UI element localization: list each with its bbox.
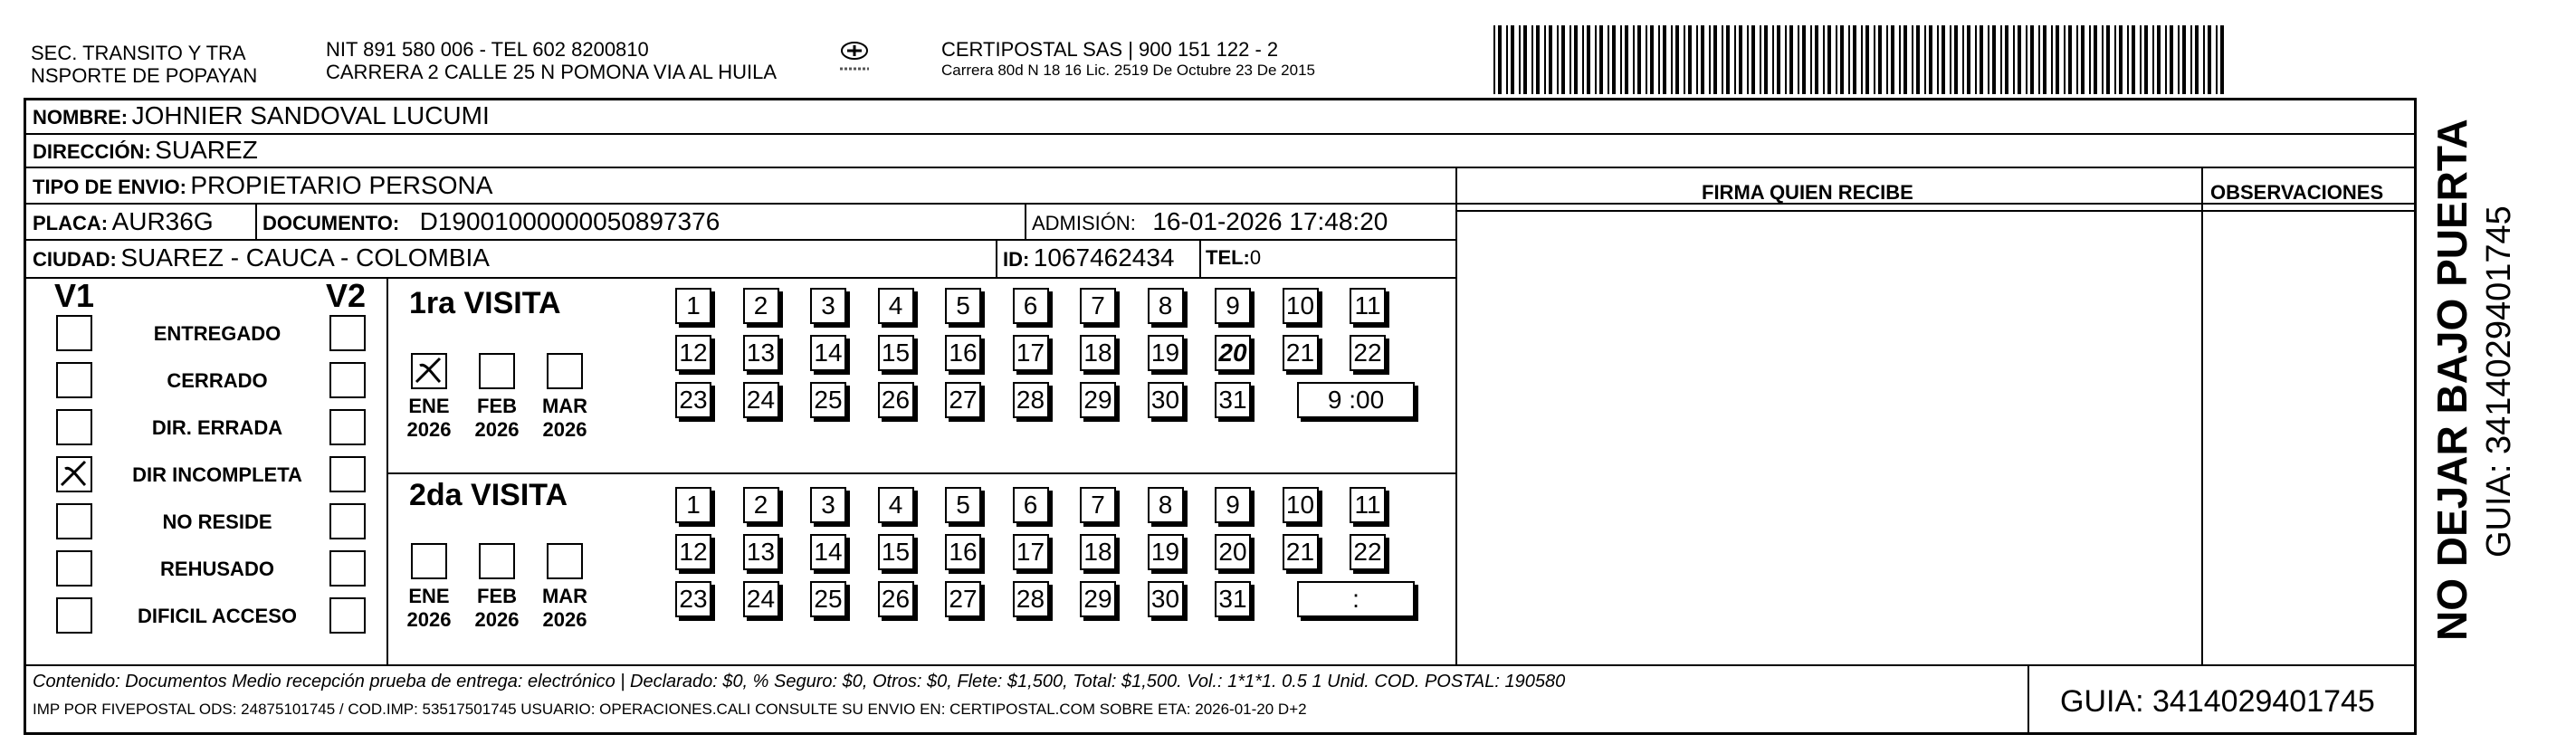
barcode-bar bbox=[2178, 25, 2180, 94]
cause-label: DIFICIL ACCESO bbox=[137, 605, 297, 627]
barcode-bar bbox=[1646, 25, 1647, 94]
barcode-bar bbox=[1569, 25, 1571, 94]
admision-label: ADMISIÓN: bbox=[1032, 212, 1136, 234]
v2-checkbox[interactable] bbox=[329, 503, 366, 539]
day-box[interactable]: 6 bbox=[1013, 487, 1049, 523]
barcode-bar bbox=[1684, 25, 1685, 94]
day-box[interactable]: 3 bbox=[810, 288, 846, 324]
barcode-bar bbox=[1531, 25, 1533, 94]
barcode-bar bbox=[2195, 25, 2199, 94]
day-box[interactable]: 17 bbox=[1013, 534, 1049, 570]
day-box[interactable]: 9 bbox=[1215, 288, 1251, 324]
barcode-bar bbox=[1561, 25, 1565, 94]
sender-name bbox=[31, 42, 257, 87]
barcode-bar bbox=[1620, 25, 1622, 94]
barcode-bar bbox=[1827, 25, 1831, 94]
day-box[interactable]: 22 bbox=[1350, 335, 1386, 371]
day-box[interactable]: 6 bbox=[1013, 288, 1049, 324]
barcode-bar bbox=[1789, 25, 1793, 94]
barcode-bar bbox=[1709, 25, 1711, 94]
month-checkbox[interactable] bbox=[547, 353, 583, 389]
day-box[interactable]: 25 bbox=[810, 581, 846, 617]
barcode-bar bbox=[1878, 25, 1882, 94]
barcode-bar bbox=[1899, 25, 1901, 94]
day-box[interactable]: 23 bbox=[675, 382, 711, 418]
barcode-bar bbox=[2026, 25, 2027, 94]
day-box[interactable]: 28 bbox=[1013, 581, 1049, 617]
barcode-bar bbox=[2064, 25, 2066, 94]
barcode-bar bbox=[1912, 25, 1913, 94]
day-box[interactable]: 3 bbox=[810, 487, 846, 523]
v1-checkbox[interactable] bbox=[56, 362, 92, 398]
sender-line-2: NSPORTE DE POPAYAN bbox=[31, 64, 258, 87]
tipo-label: TIPO DE ENVIO: bbox=[33, 176, 186, 198]
v1-checkbox[interactable] bbox=[56, 456, 92, 492]
barcode-bar bbox=[1954, 25, 1958, 94]
sender-line-1: SEC. TRANSITO Y TRA bbox=[31, 42, 246, 64]
barcode-bar bbox=[1739, 25, 1742, 94]
barcode-bar bbox=[1823, 25, 1825, 94]
observaciones-header: OBSERVACIONES bbox=[2210, 181, 2384, 204]
day-box[interactable]: 17 bbox=[1013, 335, 1049, 371]
barcode-bar bbox=[1785, 25, 1787, 94]
barcode-bar bbox=[1760, 25, 1761, 94]
visit2-title: 2da VISITA bbox=[409, 478, 568, 512]
day-box[interactable]: 13 bbox=[743, 335, 779, 371]
nombre-row bbox=[33, 101, 490, 130]
barcode-bar bbox=[1992, 25, 1996, 94]
v2-checkbox[interactable] bbox=[329, 315, 366, 351]
day-box[interactable]: 20 bbox=[1215, 335, 1251, 371]
barcode-bar bbox=[1840, 25, 1844, 94]
barcode-bar bbox=[2068, 25, 2072, 94]
tel-row bbox=[1206, 246, 1261, 270]
barcode-bar bbox=[1625, 25, 1628, 94]
barcode-bar bbox=[2208, 25, 2211, 94]
day-box[interactable]: 23 bbox=[675, 581, 711, 617]
barcode-bar bbox=[1937, 25, 1939, 94]
barcode-bar bbox=[1599, 25, 1603, 94]
day-box[interactable]: 7 bbox=[1080, 288, 1116, 324]
company-info bbox=[941, 38, 1315, 81]
barcode-bar bbox=[2056, 25, 2059, 94]
barcode-bar bbox=[1929, 25, 1932, 94]
cause-label: CERRADO bbox=[167, 369, 268, 392]
day-box[interactable]: 26 bbox=[878, 382, 914, 418]
day-box[interactable]: 10 bbox=[1283, 288, 1319, 324]
barcode-bar bbox=[2000, 25, 2002, 94]
license-line: Carrera 80d N 18 16 Lic. 2519 De Octubre 23 De 2015 bbox=[941, 62, 1315, 79]
direccion-value: SUAREZ bbox=[155, 136, 258, 164]
day-box[interactable]: 14 bbox=[810, 534, 846, 570]
cause-label: ENTREGADO bbox=[153, 322, 281, 345]
day-box[interactable]: 25 bbox=[810, 382, 846, 418]
ciudad-value: SUAREZ - CAUCA - COLOMBIA bbox=[120, 243, 490, 272]
documento-value: D19001000000050897376 bbox=[419, 207, 720, 235]
barcode-bar bbox=[2119, 25, 2123, 94]
contenido-text: Contenido: Documentos Medio recepción prueba de entrega: electrónico | Declarado: $0, % Seguro: $0, Otros: $0, Flete: $1,500, Total: $1,500. Vol.: 1*1*1. 0.5 1 Unid. COD. POSTAL: 190580 bbox=[33, 672, 1566, 692]
barcode-bar bbox=[1608, 25, 1609, 94]
day-box[interactable]: 31 bbox=[1215, 581, 1251, 617]
barcode-bar bbox=[2089, 25, 2091, 94]
day-box[interactable]: 21 bbox=[1283, 534, 1319, 570]
imp-text: IMP POR FIVEPOSTAL ODS: 24875101745 / COD.IMP: 53517501745 USUARIO: OPERACIONES.CALI CONSULTE SU ENVIO EN: CERTIPOSTAL.COM SOBRE ETA: 2026-01-20 D+2 bbox=[33, 701, 1307, 718]
day-box[interactable]: 20 bbox=[1215, 534, 1251, 570]
side-warning: NO DEJAR BAJO PUERTA bbox=[2428, 119, 2476, 641]
day-box[interactable]: 30 bbox=[1148, 382, 1184, 418]
barcode-bar bbox=[1633, 25, 1635, 94]
day-box[interactable]: 27 bbox=[945, 382, 981, 418]
barcode-bar bbox=[2043, 25, 2046, 94]
barcode-bar bbox=[1595, 25, 1597, 94]
month-label: MAR bbox=[541, 395, 588, 417]
barcode-bar bbox=[1802, 25, 1806, 94]
barcode-bar bbox=[2005, 25, 2008, 94]
day-box[interactable]: 14 bbox=[810, 335, 846, 371]
day-box[interactable]: 27 bbox=[945, 581, 981, 617]
barcode-bar bbox=[1874, 25, 1875, 94]
barcode-bar bbox=[2094, 25, 2097, 94]
barcode-bar bbox=[2081, 25, 2085, 94]
barcode-bar bbox=[2203, 25, 2205, 94]
day-box[interactable]: 15 bbox=[878, 335, 914, 371]
barcode-bar bbox=[1764, 25, 1768, 94]
barcode-bar bbox=[1950, 25, 1951, 94]
barcode-bar bbox=[1751, 25, 1755, 94]
month-checkbox[interactable] bbox=[547, 543, 583, 579]
day-box[interactable]: 16 bbox=[945, 335, 981, 371]
day-box[interactable]: 11 bbox=[1350, 487, 1386, 523]
day-box[interactable]: 11 bbox=[1350, 288, 1386, 324]
sender-contact bbox=[326, 38, 777, 83]
barcode-bar bbox=[1722, 25, 1723, 94]
month-year: 2026 bbox=[474, 608, 520, 631]
barcode-bar bbox=[2127, 25, 2129, 94]
day-box[interactable]: 4 bbox=[878, 288, 914, 324]
company-line: CERTIPOSTAL SAS | 900 151 122 - 2 bbox=[941, 38, 1279, 61]
month-label: FEB bbox=[477, 585, 517, 607]
day-box[interactable]: 1 bbox=[675, 487, 711, 523]
v2-checkbox[interactable] bbox=[329, 456, 366, 492]
day-box[interactable]: 5 bbox=[945, 288, 981, 324]
footer-guia: GUIA: 3414029401745 bbox=[2060, 684, 2375, 719]
barcode-bar bbox=[1536, 25, 1540, 94]
barcode-bar bbox=[1519, 25, 1521, 94]
barcode-bar bbox=[1967, 25, 1970, 94]
month-checkbox[interactable] bbox=[411, 353, 447, 389]
day-box[interactable]: 18 bbox=[1080, 335, 1116, 371]
month-checkbox[interactable] bbox=[411, 543, 447, 579]
tipo-value: PROPIETARIO PERSONA bbox=[190, 171, 493, 199]
barcode-bar bbox=[1891, 25, 1894, 94]
day-box[interactable]: 4 bbox=[878, 487, 914, 523]
barcode-bar bbox=[1861, 25, 1863, 94]
barcode-bar bbox=[2018, 25, 2021, 94]
day-box[interactable]: 12 bbox=[675, 335, 711, 371]
v1-checkbox[interactable] bbox=[56, 503, 92, 539]
nit-line: NIT 891 580 006 - TEL 602 8200810 bbox=[326, 38, 649, 61]
placa-row bbox=[33, 207, 214, 236]
barcode-bar bbox=[1498, 25, 1502, 94]
cause-label: DIR INCOMPLETA bbox=[132, 463, 302, 486]
barcode-bar bbox=[1798, 25, 1799, 94]
barcode-bar bbox=[1637, 25, 1641, 94]
day-box[interactable]: 7 bbox=[1080, 487, 1116, 523]
month-year: 2026 bbox=[474, 418, 520, 441]
barcode-bar bbox=[1493, 25, 1495, 94]
barcode-bar bbox=[2152, 25, 2154, 94]
barcode-bar bbox=[1777, 25, 1780, 94]
day-box[interactable]: 8 bbox=[1148, 288, 1184, 324]
barcode-bar bbox=[1658, 25, 1660, 94]
tipo-row bbox=[33, 171, 492, 200]
firma-header: FIRMA QUIEN RECIBE bbox=[1702, 181, 1913, 204]
barcode-bar bbox=[1962, 25, 1964, 94]
day-box[interactable]: 16 bbox=[945, 534, 981, 570]
day-box[interactable]: 19 bbox=[1148, 335, 1184, 371]
barcode-bar bbox=[2102, 25, 2104, 94]
day-box[interactable]: 15 bbox=[878, 534, 914, 570]
barcode-bar bbox=[1506, 25, 1508, 94]
barcode-image bbox=[1493, 25, 2231, 94]
cause-label: NO RESIDE bbox=[162, 510, 272, 533]
barcode-bar bbox=[1675, 25, 1679, 94]
barcode-bar bbox=[1772, 25, 1774, 94]
barcode-bar bbox=[1815, 25, 1818, 94]
barcode-bar bbox=[1696, 25, 1698, 94]
barcode-bar bbox=[2038, 25, 2040, 94]
month-checkbox[interactable] bbox=[479, 353, 515, 389]
v1-checkbox[interactable] bbox=[56, 597, 92, 634]
admision-value: 16-01-2026 17:48:20 bbox=[1152, 207, 1388, 235]
id-value: 1067462434 bbox=[1033, 243, 1175, 272]
barcode-bar bbox=[1734, 25, 1736, 94]
visit1-title: 1ra VISITA bbox=[409, 286, 561, 320]
v2-checkbox[interactable] bbox=[329, 550, 366, 587]
barcode-bar bbox=[1663, 25, 1666, 94]
day-box[interactable]: 18 bbox=[1080, 534, 1116, 570]
day-box[interactable]: 10 bbox=[1283, 487, 1319, 523]
day-box[interactable]: 24 bbox=[743, 581, 779, 617]
month-checkbox[interactable] bbox=[479, 543, 515, 579]
barcode-bar bbox=[2157, 25, 2161, 94]
barcode-bar bbox=[1549, 25, 1552, 94]
barcode-bar bbox=[1865, 25, 1869, 94]
barcode-bar bbox=[1544, 25, 1546, 94]
ciudad-label: CIUDAD: bbox=[33, 248, 117, 271]
barcode-bar bbox=[2106, 25, 2110, 94]
barcode-bar bbox=[2190, 25, 2192, 94]
barcode-bar bbox=[2013, 25, 2015, 94]
placa-label: PLACA: bbox=[33, 212, 109, 234]
barcode-bar bbox=[2182, 25, 2186, 94]
v2-checkbox[interactable] bbox=[329, 362, 366, 398]
barcode-bar bbox=[1747, 25, 1749, 94]
v1-checkbox[interactable] bbox=[56, 315, 92, 351]
barcode-bar bbox=[1650, 25, 1654, 94]
barcode-bar bbox=[1980, 25, 1983, 94]
barcode-bar bbox=[1582, 25, 1584, 94]
day-box[interactable]: 26 bbox=[878, 581, 914, 617]
documento-row bbox=[262, 207, 720, 236]
month-label: MAR bbox=[541, 585, 588, 607]
address-line: CARRERA 2 CALLE 25 N POMONA VIA AL HUILA bbox=[326, 61, 778, 83]
barcode-bar bbox=[2165, 25, 2167, 94]
time-box[interactable]: 9 :00 bbox=[1297, 382, 1415, 418]
month-year: 2026 bbox=[542, 418, 587, 441]
barcode-bar bbox=[1574, 25, 1578, 94]
day-box[interactable]: 8 bbox=[1148, 487, 1184, 523]
barcode-bar bbox=[1848, 25, 1850, 94]
barcode-bar bbox=[1916, 25, 1920, 94]
month-year: 2026 bbox=[406, 608, 452, 631]
barcode-bar bbox=[1924, 25, 1926, 94]
barcode-bar bbox=[1886, 25, 1888, 94]
barcode-bar bbox=[1942, 25, 1945, 94]
barcode-bar bbox=[1713, 25, 1717, 94]
day-box[interactable]: 28 bbox=[1013, 382, 1049, 418]
barcode-bar bbox=[1688, 25, 1692, 94]
day-box[interactable]: 12 bbox=[675, 534, 711, 570]
barcode-bar bbox=[1671, 25, 1673, 94]
barcode-bar bbox=[2076, 25, 2078, 94]
admision-row bbox=[1032, 207, 1388, 236]
direccion-label: DIRECCIÓN: bbox=[33, 140, 151, 163]
barcode-bar bbox=[2216, 25, 2218, 94]
v1-header: V1 bbox=[54, 277, 95, 314]
nombre-label: NOMBRE: bbox=[33, 106, 129, 129]
day-box[interactable]: 24 bbox=[743, 382, 779, 418]
day-box[interactable]: 2 bbox=[743, 487, 779, 523]
documento-label: DOCUMENTO: bbox=[262, 212, 400, 234]
id-row bbox=[1003, 243, 1175, 272]
cause-label: REHUSADO bbox=[160, 558, 274, 580]
v2-header: V2 bbox=[326, 277, 367, 314]
direccion-row bbox=[33, 136, 258, 165]
day-box[interactable]: 29 bbox=[1080, 581, 1116, 617]
month-label: FEB bbox=[477, 395, 517, 417]
day-box[interactable]: 29 bbox=[1080, 382, 1116, 418]
month-label: ENE bbox=[408, 395, 450, 417]
barcode-bar bbox=[2051, 25, 2053, 94]
nombre-value: JOHNIER SANDOVAL LUCUMI bbox=[131, 101, 490, 129]
barcode-bar bbox=[2114, 25, 2116, 94]
side-text bbox=[2422, 119, 2567, 641]
barcode-bar bbox=[1903, 25, 1907, 94]
certipostal-logo bbox=[835, 38, 874, 78]
barcode-bar bbox=[2132, 25, 2135, 94]
day-box[interactable]: 13 bbox=[743, 534, 779, 570]
day-box[interactable]: 22 bbox=[1350, 534, 1386, 570]
v2-checkbox[interactable] bbox=[329, 597, 366, 634]
id-label: ID: bbox=[1003, 248, 1030, 271]
day-box[interactable]: 19 bbox=[1148, 534, 1184, 570]
barcode-bar bbox=[1523, 25, 1527, 94]
barcode-bar bbox=[2030, 25, 2034, 94]
v2-checkbox[interactable] bbox=[329, 409, 366, 445]
barcode-bar bbox=[1810, 25, 1812, 94]
barcode-bar bbox=[2220, 25, 2224, 94]
day-box[interactable]: 2 bbox=[743, 288, 779, 324]
ciudad-row bbox=[33, 243, 490, 272]
placa-value: AUR36G bbox=[111, 207, 214, 235]
barcode-bar bbox=[1587, 25, 1590, 94]
day-box[interactable]: 9 bbox=[1215, 487, 1251, 523]
barcode-bar bbox=[1701, 25, 1704, 94]
time-box[interactable]: : bbox=[1297, 581, 1415, 617]
tel-label: TEL: bbox=[1206, 246, 1250, 269]
day-box[interactable]: 31 bbox=[1215, 382, 1251, 418]
day-box[interactable]: 21 bbox=[1283, 335, 1319, 371]
barcode-bar bbox=[1975, 25, 1977, 94]
month-year: 2026 bbox=[542, 608, 587, 631]
barcode-bar bbox=[1988, 25, 1989, 94]
day-box[interactable]: 5 bbox=[945, 487, 981, 523]
cause-label: DIR. ERRADA bbox=[151, 416, 283, 439]
barcode-bar bbox=[1511, 25, 1514, 94]
day-box[interactable]: 30 bbox=[1148, 581, 1184, 617]
v1-checkbox[interactable] bbox=[56, 550, 92, 587]
barcode-bar bbox=[2140, 25, 2142, 94]
month-label: ENE bbox=[408, 585, 450, 607]
barcode-bar bbox=[1726, 25, 1730, 94]
barcode-bar bbox=[1836, 25, 1837, 94]
month-year: 2026 bbox=[406, 418, 452, 441]
tel-value: 0 bbox=[1249, 246, 1262, 269]
v1-checkbox[interactable] bbox=[56, 409, 92, 445]
side-guia: GUIA: 3414029401745 bbox=[2480, 205, 2518, 558]
barcode-bar bbox=[1557, 25, 1559, 94]
day-box[interactable]: 1 bbox=[675, 288, 711, 324]
barcode-bar bbox=[2144, 25, 2148, 94]
barcode-bar bbox=[1853, 25, 1856, 94]
barcode-bar bbox=[2170, 25, 2173, 94]
barcode-bar bbox=[1612, 25, 1616, 94]
